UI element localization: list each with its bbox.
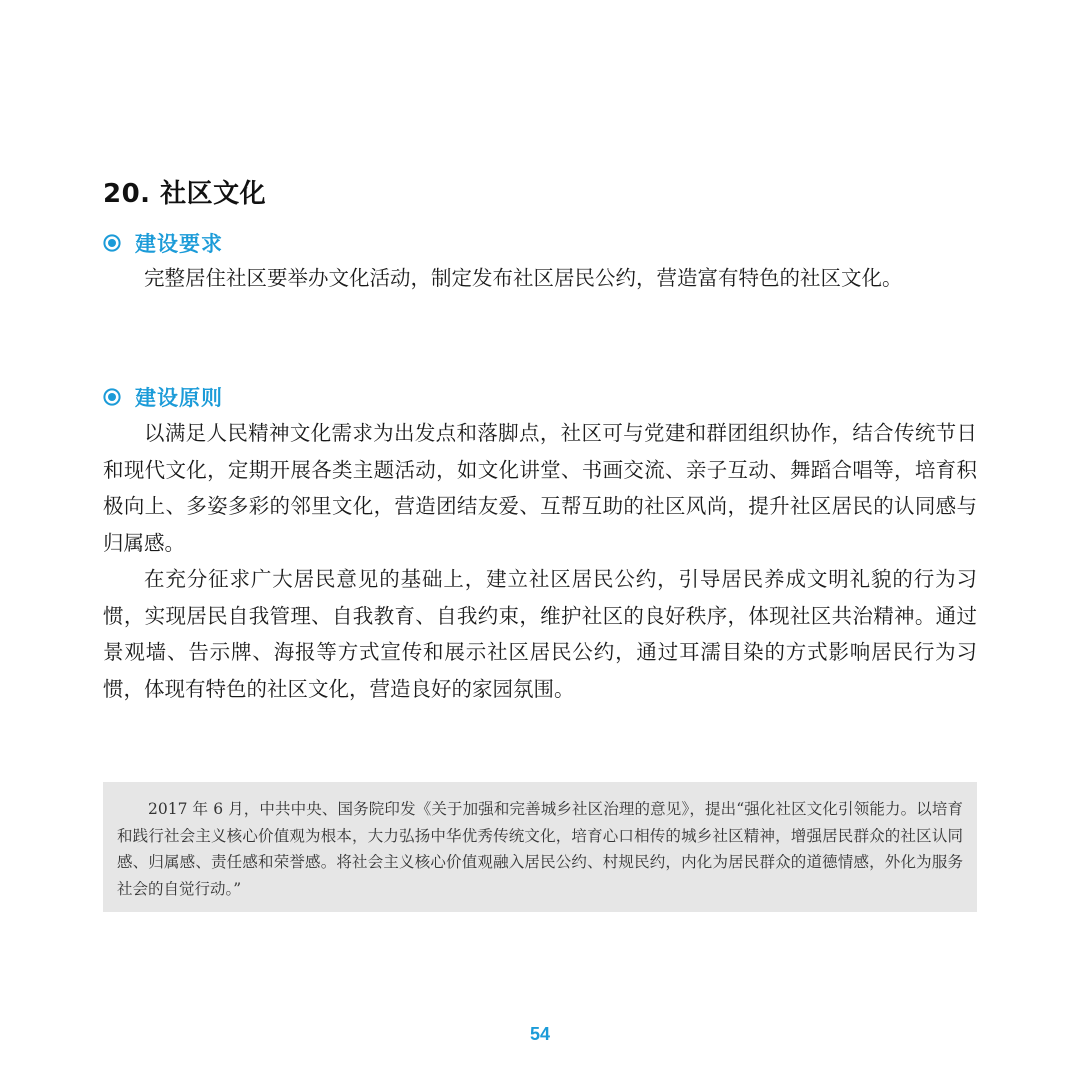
section-heading-label: 建设要求 — [135, 232, 223, 256]
page-number: 54 — [529, 1024, 551, 1044]
section-body-principles — [103, 415, 977, 707]
section-heading-requirements — [103, 228, 223, 258]
section-heading-principles — [103, 382, 223, 412]
paragraph: 以满足人民精神文化需求为出发点和落脚点，社区可与党建和群团组织协作，结合传统节日和现代文化，定期开展各类主题活动，如文化讲堂、书画交流、亲子互动、舞蹈合唱等，培育积极向上、多姿多彩的邻里文化，营造团结友爱、互帮互助的社区风尚，提升社区居民的认同感与归属感。 — [103, 421, 977, 555]
radio-dot-icon — [103, 234, 121, 252]
section-heading-label: 建设原则 — [135, 386, 223, 410]
policy-quote-box — [103, 782, 977, 912]
radio-dot-icon — [103, 388, 121, 406]
page-title: 20. 社区文化 — [103, 179, 267, 209]
section-body-requirements — [103, 260, 977, 297]
policy-quote-text: 2017 年 6 月，中共中央、国务院印发《关于加强和完善城乡社区治理的意见》，提出“强化社区文化引领能力。以培育和践行社会主义核心价值观为根本，大力弘扬中华优秀传统文化，培育心口相传的城乡社区精神，增强居民群众的社区认同感、归属感、责任感和荣誉感。将社会主义核心价值观融入居民公约、村规民约，内化为居民群众的道德情感，外化为服务社会的自觉行动。” — [117, 800, 963, 898]
paragraph: 在充分征求广大居民意见的基础上，建立社区居民公约，引导居民养成文明礼貌的行为习惯，实现居民自我管理、自我教育、自我约束，维护社区的良好秩序，体现社区共治精神。通过景观墙、告示牌、海报等方式宣传和展示社区居民公约，通过耳濡目染的方式影响居民行为习惯，体现有特色的社区文化，营造良好的家园氛围。 — [103, 567, 977, 701]
paragraph: 完整居住社区要举办文化活动，制定发布社区居民公约，营造富有特色的社区文化。 — [144, 266, 903, 290]
